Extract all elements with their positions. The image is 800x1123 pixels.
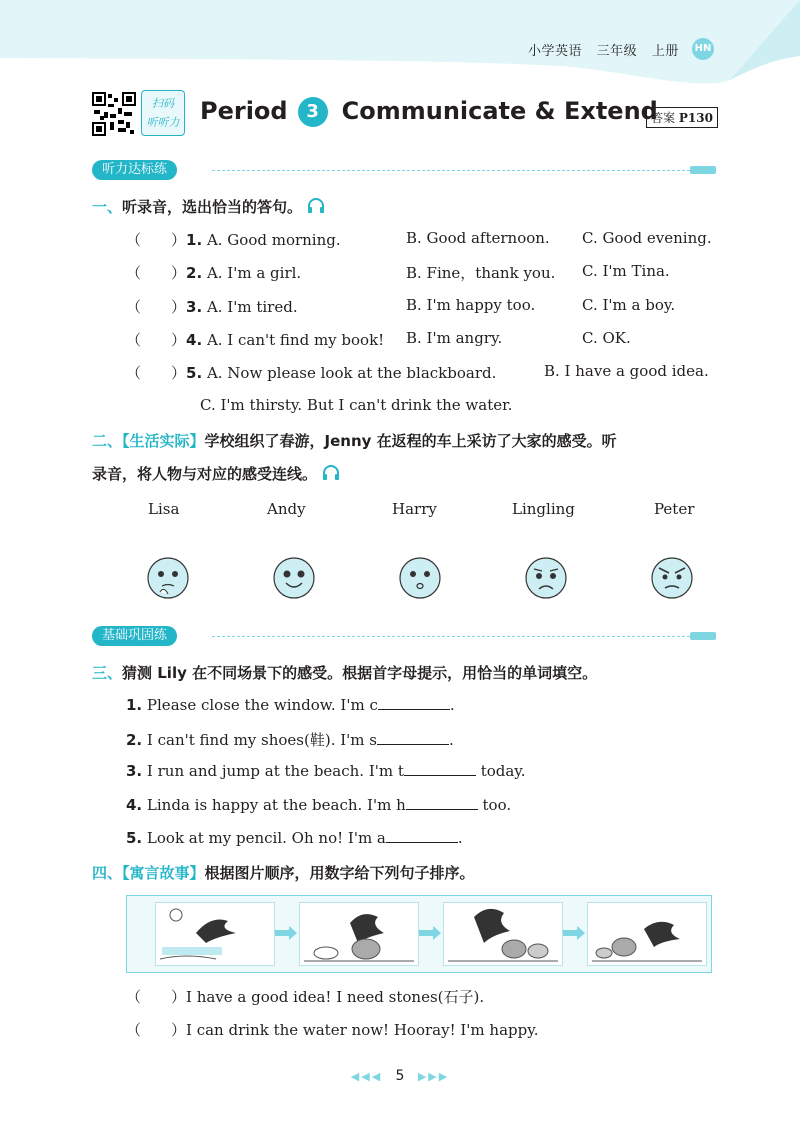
answer-paren[interactable]: （ ） — [126, 1021, 187, 1039]
option-a: A. I'm a girl. — [206, 264, 302, 282]
option-a: A. I can't find my book! — [206, 331, 385, 349]
q1-item — [126, 229, 341, 250]
q3-item — [126, 696, 455, 714]
option-c: C. OK. — [582, 329, 631, 347]
sentence-after: today. — [475, 762, 526, 780]
happy-face-icon — [272, 556, 316, 600]
item-number: 3. — [186, 298, 203, 316]
sentence: I have a good idea! I need stones(石子). — [186, 988, 485, 1006]
item-number: 4. — [186, 331, 203, 349]
crow-at-jar-icon — [300, 903, 418, 965]
arrow-right-icon — [563, 926, 585, 940]
sentence: I can drink the water now! Hooray! I'm happy. — [186, 1021, 539, 1039]
person-name: Harry — [392, 500, 437, 518]
q3-item — [126, 796, 511, 814]
q1-item — [126, 329, 384, 350]
q4-instruction: 根据图片顺序，用数字给下列句子排序。 — [204, 864, 475, 882]
headphones-icon[interactable] — [322, 465, 340, 481]
page-number: 5 — [395, 1068, 405, 1084]
surprised-face-icon — [398, 556, 442, 600]
period-number-badge: 3 — [298, 97, 328, 127]
story-picture-strip — [126, 895, 712, 973]
q4-heading — [92, 862, 475, 883]
answer-paren[interactable]: （ ） — [126, 231, 187, 249]
period-word: Period — [200, 97, 288, 125]
fill-blank[interactable] — [386, 830, 458, 843]
person-name: Andy — [267, 500, 306, 518]
option-b: B. Fine，thank you. — [406, 264, 556, 282]
arrow-right-icon — [419, 926, 441, 940]
item-number: 2. — [186, 264, 203, 282]
q2-number: 二、 — [92, 432, 123, 450]
fill-blank[interactable] — [404, 763, 476, 776]
q4-item — [126, 986, 484, 1007]
q3-item — [126, 729, 454, 750]
headphones-icon[interactable] — [307, 198, 325, 214]
sentence-before: Linda is happy at the beach. I'm h — [146, 796, 406, 814]
option-a: A. Now please look at the blackboard. — [206, 364, 497, 382]
option-b: B. I'm happy too. — [406, 296, 536, 314]
scan-to-listen-box[interactable] — [141, 90, 185, 136]
option-c: C. I'm thirsty. But I can't drink the water. — [200, 396, 513, 414]
sentence-before: I run and jump at the beach. I'm t — [146, 762, 404, 780]
section-label-listening: 听力达标练 — [92, 160, 177, 180]
header-grade: 三年级 — [596, 44, 638, 59]
header-text — [528, 40, 689, 59]
fill-blank[interactable] — [377, 732, 449, 745]
section-label-basic: 基础巩固练 — [92, 626, 177, 646]
q3-item — [126, 829, 463, 847]
option-c: C. Good evening. — [582, 229, 712, 247]
fill-blank[interactable] — [406, 797, 478, 810]
q3-instruction: 猜测 Lily 在不同场景下的感受。根据首字母提示，用恰当的单词填空。 — [122, 664, 598, 682]
period-subtitle: Communicate & Extend — [341, 97, 658, 125]
option-a: A. I'm tired. — [206, 298, 298, 316]
q1-item — [126, 262, 301, 283]
item-number: 5. — [186, 364, 203, 382]
q1-number: 一、 — [92, 198, 123, 216]
option-b: B. I have a good idea. — [544, 362, 709, 380]
crow-flying-icon — [156, 903, 274, 965]
q3-heading — [92, 662, 597, 683]
pen-icon — [690, 166, 716, 174]
item-number: 5. — [126, 829, 143, 847]
answer-paren[interactable]: （ ） — [126, 988, 187, 1006]
section-divider — [212, 636, 690, 637]
answer-label: 答案 — [651, 111, 676, 125]
sentence-after: . — [449, 696, 455, 714]
arrow-right-icon — [275, 926, 297, 940]
q1-item — [126, 296, 298, 317]
item-number: 1. — [186, 231, 203, 249]
q3-number: 三、 — [92, 664, 123, 682]
story-frame-3 — [443, 902, 563, 966]
q3-item — [126, 762, 526, 780]
sentence-after: . — [457, 829, 463, 847]
q2-tag: 【生活实际】 — [122, 432, 205, 450]
q1-instruction: 听录音，选出恰当的答句。 — [122, 198, 303, 216]
q1-heading — [92, 196, 325, 217]
item-number: 1. — [126, 696, 143, 714]
q2-instruction-line2: 录音，将人物与对应的感受连线。 — [92, 465, 318, 483]
sentence-after: too. — [477, 796, 512, 814]
right-arrows: ▶▶▶ — [417, 1070, 450, 1083]
story-frame-2 — [299, 902, 419, 966]
answer-reference — [646, 107, 718, 128]
option-b: B. Good afternoon. — [406, 229, 550, 247]
fill-blank[interactable] — [378, 697, 450, 710]
sad-face-icon — [524, 556, 568, 600]
q4-item — [126, 1019, 538, 1040]
sentence-after: . — [448, 731, 454, 749]
sentence-before: Look at my pencil. Oh no! I'm a — [146, 829, 386, 847]
sick-face-icon — [146, 556, 190, 600]
option-a: A. Good morning. — [206, 231, 341, 249]
q1-item — [126, 362, 496, 383]
option-b: B. I'm angry. — [406, 329, 503, 347]
header-subject: 小学英语 — [528, 44, 583, 59]
answer-paren[interactable]: （ ） — [126, 331, 187, 349]
scan-label-2: 听听力 — [146, 116, 180, 129]
scan-label-1: 扫码 — [152, 97, 174, 110]
page-title — [200, 97, 658, 127]
page-footer — [0, 1068, 800, 1084]
q2-heading — [92, 430, 617, 451]
person-name: Lisa — [148, 500, 180, 518]
left-arrows: ◀◀◀ — [350, 1070, 383, 1083]
hn-badge: HN — [692, 38, 714, 60]
story-frame-4 — [587, 902, 707, 966]
answer-page: P130 — [678, 111, 713, 125]
person-name: Peter — [654, 500, 695, 518]
header-volume: 上册 — [651, 44, 679, 59]
person-name: Lingling — [512, 500, 575, 518]
q4-tag: 【寓言故事】 — [122, 864, 205, 882]
sentence-before: Please close the window. I'm c — [146, 696, 378, 714]
crow-thinking-icon — [444, 903, 562, 965]
answer-paren[interactable]: （ ） — [126, 264, 187, 282]
answer-paren[interactable]: （ ） — [126, 298, 187, 316]
section-divider — [212, 170, 690, 171]
q4-number: 四、 — [92, 864, 123, 882]
sentence-before: I can't find my shoes(鞋). I'm s — [146, 731, 377, 749]
item-number: 4. — [126, 796, 143, 814]
q2-heading-line2 — [92, 463, 340, 484]
item-number: 2. — [126, 731, 143, 749]
qr-code-icon[interactable] — [92, 92, 136, 136]
angry-face-icon — [650, 556, 694, 600]
q2-instruction-line1: 学校组织了春游，Jenny 在返程的车上采访了大家的感受。听 — [204, 432, 617, 450]
pen-icon — [690, 632, 716, 640]
answer-paren[interactable]: （ ） — [126, 364, 187, 382]
story-frame-1 — [155, 902, 275, 966]
option-c: C. I'm Tina. — [582, 262, 670, 280]
crow-drinking-icon — [588, 903, 706, 965]
option-c: C. I'm a boy. — [582, 296, 676, 314]
item-number: 3. — [126, 762, 143, 780]
